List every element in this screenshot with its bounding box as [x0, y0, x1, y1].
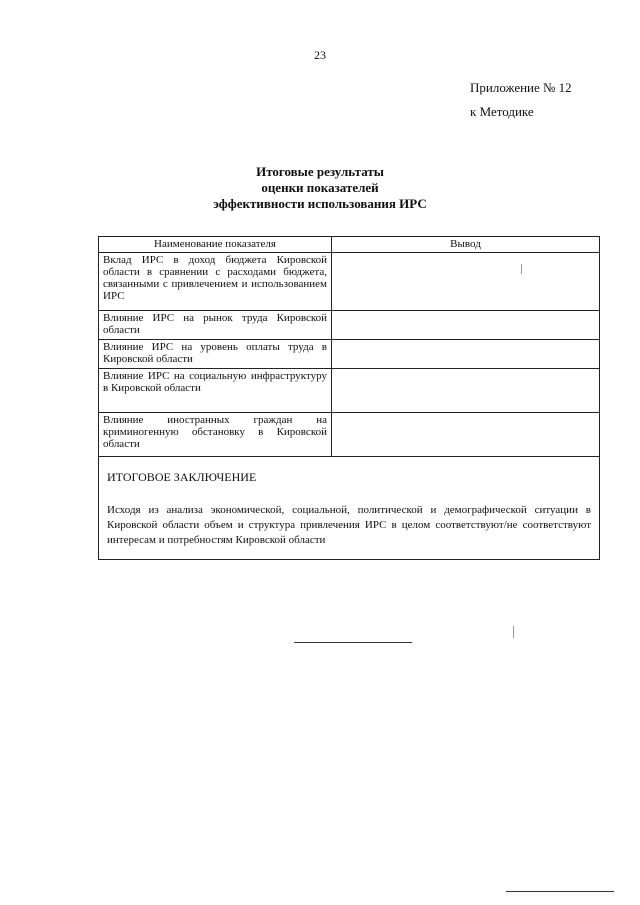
- table-row: [99, 413, 600, 457]
- results-table: [98, 236, 600, 560]
- appendix-reference: к Методике: [470, 104, 534, 119]
- scan-artifact: [521, 264, 522, 274]
- table-row: [99, 311, 600, 340]
- indicator-cell: Влияние ИРС на уровень оплаты труда в Кировской области: [99, 340, 332, 369]
- conclusion-cell: [332, 413, 600, 457]
- final-conclusion-cell: [99, 457, 600, 560]
- table-row: [99, 253, 600, 311]
- final-conclusion-row: [99, 457, 600, 560]
- conclusion-cell: [332, 253, 600, 311]
- scan-artifact: [513, 626, 514, 638]
- final-conclusion-text: Исходя из анализа экономической, социальной, политической и демографической ситуации в Кировской области объем и структура привлечения ИРС в целом соответствуют/не соответствуют интересам и потребностям Кировской области: [107, 504, 591, 546]
- title-line-1: Итоговые результаты: [256, 164, 384, 179]
- signature-line: [294, 642, 412, 643]
- appendix-label: Приложение № 12: [470, 80, 572, 95]
- table-header-row: [99, 237, 600, 253]
- document-title: [0, 164, 640, 212]
- title-line-2: оценки показателей: [261, 180, 379, 195]
- table-row: [99, 340, 600, 369]
- indicator-cell: Влияние ИРС на рынок труда Кировской области: [99, 311, 332, 340]
- conclusion-column-header: Вывод: [332, 237, 600, 253]
- title-line-3: эффективности использования ИРС: [213, 196, 427, 211]
- footer-line: [506, 891, 614, 892]
- table-row: [99, 369, 600, 413]
- conclusion-cell: [332, 340, 600, 369]
- page-number: 23: [314, 48, 326, 62]
- indicator-cell: Вклад ИРС в доход бюджета Кировской области в сравнении с расходами бюджета, связанными с привлечением и использованием ИРС: [99, 253, 332, 311]
- indicator-column-header: Наименование показателя: [99, 237, 332, 253]
- conclusion-cell: [332, 369, 600, 413]
- conclusion-cell: [332, 311, 600, 340]
- indicator-cell: Влияние иностранных граждан на криминогенную обстановку в Кировской области: [99, 413, 332, 457]
- indicator-cell: Влияние ИРС на социальную инфраструктуру в Кировской области: [99, 369, 332, 413]
- final-conclusion-title: ИТОГОВОЕ ЗАКЛЮЧЕНИЕ: [107, 470, 257, 484]
